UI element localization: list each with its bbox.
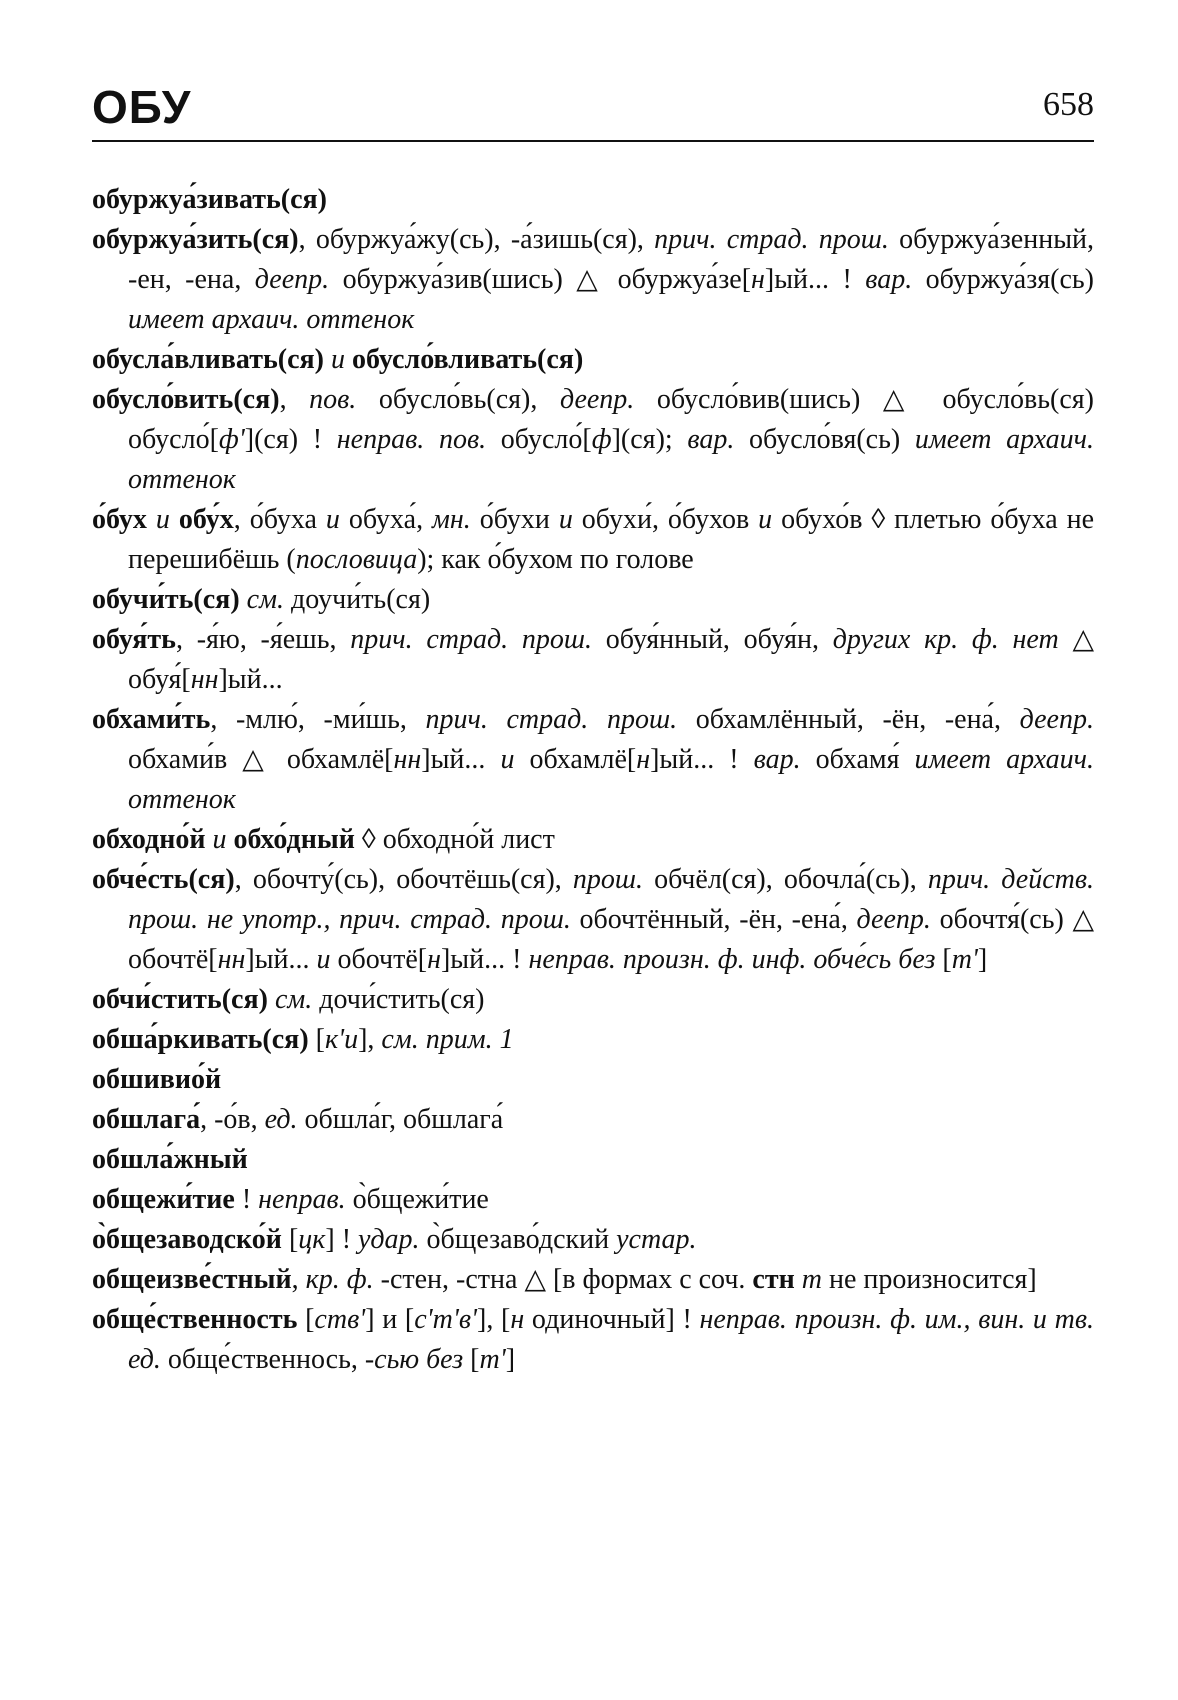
- grammar-note: неправ. произн. ф. им., вин. и тв. ед.: [128, 1304, 1094, 1375]
- headword: общежи́тие: [92, 1184, 235, 1215]
- entry-text: [: [935, 944, 952, 975]
- entry-text: , -я́ю, -я́ешь,: [175, 624, 351, 655]
- entry-text: [268, 984, 275, 1015]
- grammar-note: устар.: [616, 1224, 697, 1255]
- entry-text: △ обуя́[: [128, 624, 1094, 695]
- grammar-note: прош.: [572, 864, 644, 895]
- entry-text: одиночный] !: [524, 1304, 700, 1335]
- entry-text: [227, 824, 234, 855]
- entry-text: [: [308, 1024, 325, 1055]
- grammar-note: мн.: [432, 504, 471, 535]
- grammar-note: см.: [246, 584, 284, 615]
- dictionary-entry: [92, 820, 1094, 860]
- headword: обче́сть(ся): [92, 864, 235, 895]
- grammar-note: и: [500, 744, 515, 775]
- headword: обшла́жный: [92, 1144, 248, 1175]
- entry-text: ] !: [325, 1224, 359, 1255]
- entry-text: [345, 344, 352, 375]
- grammar-note: вар.: [687, 424, 735, 455]
- grammar-note: цк: [298, 1224, 326, 1255]
- entry-text: обчёл(ся), обочла́(сь),: [643, 864, 928, 895]
- dictionary-entry: [92, 1300, 1094, 1380]
- entry-text: , -млю́, -ми́шь,: [210, 704, 426, 735]
- entry-text: [324, 344, 331, 375]
- entry-text: , о́буха: [233, 504, 326, 535]
- headword: обшлага́: [92, 1104, 201, 1135]
- headword: обуя́ть: [92, 624, 176, 655]
- entry-text: [170, 504, 179, 535]
- grammar-note: ед.: [264, 1104, 298, 1135]
- grammar-note: деепр.: [856, 904, 931, 935]
- headword: обуржуа́зивать(ся): [92, 184, 328, 215]
- headword: обуржуа́зить(ся): [92, 224, 299, 255]
- entry-text: обуржуа́зя(сь): [912, 264, 1095, 295]
- headword: обусло́вливать(ся): [351, 344, 584, 375]
- entry-text: обуха́,: [339, 504, 433, 535]
- entry-text: обочтё[: [330, 944, 428, 975]
- grammar-note: прич. страд. прош.: [654, 224, 889, 255]
- grammar-note: см.: [274, 984, 313, 1015]
- page-number: 658: [1043, 86, 1094, 123]
- grammar-note: деепр.: [1019, 704, 1094, 735]
- grammar-note: нн: [190, 664, 219, 695]
- headword: обходно́й: [92, 824, 206, 855]
- entry-text: обхамлённый, -ён, -ена́,: [677, 704, 1020, 735]
- entry-text: ](ся);: [611, 424, 688, 455]
- dictionary-entry: [92, 580, 1094, 620]
- headword: обхо́дный: [233, 824, 355, 855]
- grammar-note: -сью без: [364, 1344, 464, 1375]
- grammar-note: ф: [591, 424, 612, 455]
- grammar-note: ств': [314, 1304, 366, 1335]
- grammar-note: вар.: [753, 744, 801, 775]
- entry-text: [: [297, 1304, 315, 1335]
- entry-text: ]: [977, 944, 988, 975]
- entry-text: о́бухи: [470, 504, 559, 535]
- entry-text: обуржуа́зив(шись) △ обуржуа́зе[: [329, 264, 752, 295]
- dictionary-entry: [92, 220, 1094, 340]
- dictionary-entry: [92, 500, 1094, 580]
- entry-text: обшла́г, обшлага́: [297, 1104, 504, 1135]
- entry-text: ]ый... !: [440, 944, 529, 975]
- grammar-note: с'т'в': [414, 1304, 477, 1335]
- grammar-note: вар.: [865, 264, 913, 295]
- grammar-note: н: [751, 264, 765, 295]
- entry-text: !: [234, 1184, 259, 1215]
- dictionary-entry: [92, 860, 1094, 980]
- grammar-note: имеет архаич. оттенок: [128, 304, 415, 335]
- headword: о̀бщезаводско́й: [92, 1224, 282, 1255]
- entry-text: не произносится]: [821, 1264, 1037, 1295]
- grammar-note: неправ. произн. ф. инф. обче́сь без: [528, 944, 936, 975]
- entry-text: [: [463, 1344, 480, 1375]
- dictionary-entry: [92, 1220, 1094, 1260]
- grammar-note: неправ. пов.: [336, 424, 487, 455]
- headword: стн: [752, 1264, 795, 1295]
- grammar-note: других кр. ф. нет: [832, 624, 1059, 655]
- grammar-note: ф': [218, 424, 245, 455]
- dictionary-entry: [92, 1260, 1094, 1300]
- entry-text: ); как о́бухом по голове: [417, 544, 694, 575]
- entry-text: -стен, -стна △ [в формах с соч.: [373, 1264, 753, 1295]
- grammar-note: имеет архаич. оттенок: [128, 424, 1095, 495]
- entry-text: ]: [505, 1344, 516, 1375]
- running-head: ОБУ: [92, 81, 192, 133]
- entry-text: дочи́стить(ся): [312, 984, 485, 1015]
- grammar-note: нн: [217, 944, 246, 975]
- entry-text: ](ся) !: [244, 424, 337, 455]
- headword: о́бух: [92, 504, 147, 535]
- headword: обчи́стить(ся): [92, 984, 268, 1015]
- grammar-note: и: [316, 944, 331, 975]
- headword: обучи́ть(ся): [92, 584, 240, 615]
- grammar-note: пов.: [309, 384, 357, 415]
- entry-text: обусло́[: [486, 424, 592, 455]
- entry-text: обхамлё[: [514, 744, 637, 775]
- grammar-note: к'и: [325, 1024, 359, 1055]
- entry-text: обще́ственнось,: [160, 1344, 365, 1375]
- entry-text: о̀бщезаво́дский: [419, 1224, 617, 1255]
- entry-text: обуя́нный, обуя́н,: [592, 624, 833, 655]
- entry-text: ]ый... !: [650, 744, 754, 775]
- grammar-note: н: [427, 944, 441, 975]
- dictionary-entry: [92, 1140, 1094, 1180]
- grammar-note: и: [212, 824, 227, 855]
- grammar-note: н: [510, 1304, 525, 1335]
- entry-text: , обочту́(сь), обочтёшь(ся),: [234, 864, 573, 895]
- dictionary-entry: [92, 980, 1094, 1020]
- headword: обще́ственность: [92, 1304, 298, 1335]
- headword: общеизве́стный: [92, 1264, 292, 1295]
- entry-text: [795, 1264, 802, 1295]
- dictionary-entry: [92, 340, 1094, 380]
- grammar-note: удар.: [358, 1224, 420, 1255]
- grammar-note: имеет архаич. оттенок: [128, 744, 1094, 815]
- grammar-note: пословица: [295, 544, 418, 575]
- dictionary-entry: [92, 1180, 1094, 1220]
- entry-text: обочтя́(сь) △ обочтё[: [128, 904, 1095, 975]
- entry-text: [206, 824, 213, 855]
- grammar-note: деепр.: [559, 384, 635, 415]
- entry-text: обухи́, о́бухов: [572, 504, 759, 535]
- dictionary-entry: [92, 1020, 1094, 1060]
- entry-text: обхамя́: [800, 744, 915, 775]
- dictionary-entry: [92, 180, 1094, 220]
- dictionary-entry: [92, 1100, 1094, 1140]
- entry-text: [147, 504, 156, 535]
- entry-text: , обуржуа́жу(сь), -а́зишь(ся),: [298, 224, 655, 255]
- entry-text: обочтённый, -ён, -ена́,: [570, 904, 857, 935]
- grammar-note: кр. ф.: [305, 1264, 374, 1295]
- grammar-note: см. прим. 1: [381, 1024, 514, 1055]
- dictionary-entry: [92, 1060, 1094, 1100]
- dictionary-entry: [92, 380, 1094, 500]
- entry-text: [: [281, 1224, 299, 1255]
- entry-text: ]ый...: [218, 664, 283, 695]
- entry-text: ],: [358, 1024, 382, 1055]
- grammar-note: прич. действ. прош. не употр., прич. страд. прош.: [128, 864, 1095, 935]
- grammar-note: и: [758, 504, 773, 535]
- dictionary-entry: [92, 620, 1094, 700]
- entry-text: обусло́вя(сь): [734, 424, 915, 455]
- headword: обшивио́й: [92, 1064, 222, 1095]
- grammar-note: прич. страд. прош.: [425, 704, 678, 735]
- entry-text: [240, 584, 247, 615]
- grammar-note: деепр.: [254, 264, 330, 295]
- grammar-note: т': [951, 944, 978, 975]
- grammar-note: т': [479, 1344, 506, 1375]
- entry-text: ]ый... !: [764, 264, 866, 295]
- grammar-note: и: [330, 344, 345, 375]
- entry-text: доучи́ть(ся): [283, 584, 431, 615]
- entry-text: ] и [: [365, 1304, 415, 1335]
- grammar-note: и: [155, 504, 170, 535]
- entry-text: обхами́в △ обхамлё[: [128, 744, 394, 775]
- headword: обу́х: [178, 504, 234, 535]
- grammar-note: неправ.: [258, 1184, 346, 1215]
- entry-text: ], [: [477, 1304, 511, 1335]
- grammar-note: и: [325, 504, 340, 535]
- entry-text: , -о́в,: [200, 1104, 265, 1135]
- entry-text: ]ый...: [421, 744, 501, 775]
- dictionary-entry: [92, 700, 1094, 820]
- entry-text: обусло́вь(ся),: [356, 384, 560, 415]
- headword: обхами́ть: [92, 704, 211, 735]
- grammar-note: т: [801, 1264, 822, 1295]
- page-header: [92, 80, 1094, 142]
- headword: обша́ркивать(ся): [92, 1024, 309, 1055]
- entry-text: ◊ обходно́й лист: [354, 824, 555, 855]
- entry-text: обухо́в ◊ плетью о́буха не перешибёшь (: [128, 504, 1095, 575]
- entry-text: обусло́вив(шись) △ обусло́вь(ся) обусло́[: [128, 384, 1094, 455]
- grammar-note: и: [558, 504, 573, 535]
- entry-text: о̀бщежи́тие: [345, 1184, 489, 1215]
- headword: обусла́вливать(ся): [92, 344, 324, 375]
- entry-text: обуржуа́зенный, -ен, -ена,: [128, 224, 1094, 295]
- grammar-note: нн: [393, 744, 422, 775]
- dictionary-entries: [92, 180, 1094, 1380]
- grammar-note: прич. страд. прош.: [350, 624, 593, 655]
- entry-text: ]ый...: [245, 944, 317, 975]
- entry-text: ,: [291, 1264, 306, 1295]
- headword: обусло́вить(ся): [92, 384, 280, 415]
- entry-text: ,: [279, 384, 310, 415]
- grammar-note: н: [636, 744, 651, 775]
